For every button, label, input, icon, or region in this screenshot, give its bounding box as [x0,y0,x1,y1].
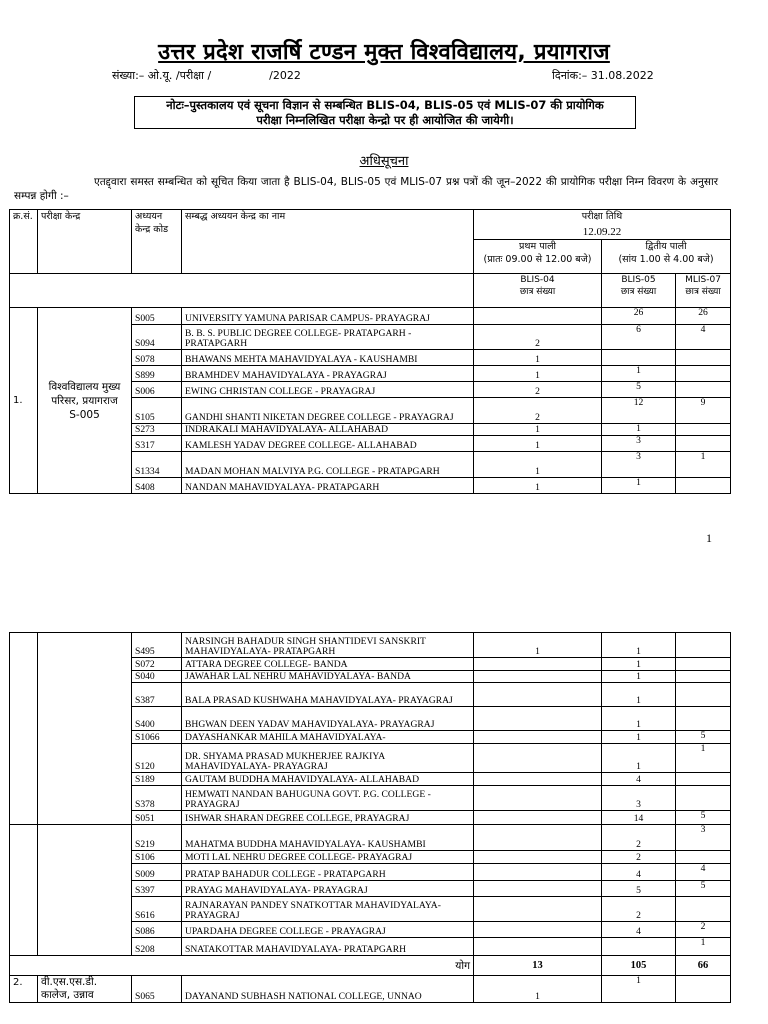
mlis07-count [676,633,731,658]
blis05-count: 2 [602,851,676,864]
blis05-count: 3 [602,436,676,452]
notification-heading: अधिसूचना [359,154,409,169]
mlis07-count: 5 [676,881,731,897]
blis04-count [474,881,602,897]
blis04-count [474,825,602,851]
blis05-count: 1 [602,478,676,494]
intro-paragraph: एतद्द्वारा समस्त सम्बन्धित को सूचित किया जाता है BLIS-04, BLIS-05 एवं MLIS-07 प्रश्न पत्रों की जून–2022 की प्रायोगिक परीक्षा निम्न विवरण के अनुसार सम्पन्न होगी :– [14,176,718,202]
study-center-code: S899 [132,366,182,382]
study-center-code: S006 [132,382,182,398]
exam-table-page-1 [9,209,731,494]
study-center-code: S616 [132,897,182,922]
study-center-name: MAHATMA BUDDHA MAHAVIDYALAYA- KAUSHAMBI [182,825,474,851]
blis05-count: 6 [602,325,676,350]
total-mlis07: 66 [676,956,731,976]
study-center-name: SNATAKOTTAR MAHAVIDYALAYA- PRATAPGARH [182,938,474,956]
study-center-code: S051 [132,811,182,825]
study-center-code: S105 [132,398,182,424]
blis04-count [474,786,602,811]
study-center-name: MOTI LAL NEHRU DEGREE COLLEGE- PRAYAGRAJ [182,851,474,864]
blis04-count [474,671,602,683]
mlis07-count [676,478,731,494]
blis05-count [602,938,676,956]
study-center-code: S317 [132,436,182,452]
exam-table-page-2 [9,632,731,1003]
mlis07-count: 5 [676,811,731,825]
blis04-count [474,773,602,786]
blis05-count: 1 [602,707,676,731]
mlis07-count: 3 [676,825,731,851]
study-center-name: BALA PRASAD KUSHWAHA MAHAVIDYALAYA- PRAYAGRAJ [182,683,474,707]
mlis07-count [676,366,731,382]
blis04-count [474,922,602,938]
mlis07-count: 1 [676,452,731,478]
mlis07-count [676,773,731,786]
study-center-name: HEMWATI NANDAN BAHUGUNA GOVT. P.G. COLLEGE - PRAYAGRAJ [182,786,474,811]
mlis07-count [676,424,731,436]
study-center-name: GANDHI SHANTI NIKETAN DEGREE COLLEGE - PRAYAGRAJ [182,398,474,424]
mlis07-count [676,683,731,707]
blis05-count: 5 [602,382,676,398]
study-center-name: PRATAP BAHADUR COLLEGE - PRATAPGARH [182,864,474,881]
center2-college: DAYANAND SUBHASH NATIONAL COLLEGE, UNNAO [182,976,474,1003]
mlis07-count: 2 [676,922,731,938]
blis05-count: 2 [602,825,676,851]
study-center-code: S009 [132,864,182,881]
next-center-cell [38,825,132,956]
mlis07-count [676,851,731,864]
blis05-count: 1 [602,731,676,744]
blis04-count: 1 [474,350,602,366]
study-center-code: S273 [132,424,182,436]
note-line-1: नोटः–पुस्तकालय एवं सूचना विज्ञान से सम्बन्धित BLIS-04, BLIS-05 एवं MLIS-07 की प्रायोगिक [166,98,604,112]
note-box [134,96,636,129]
blis04-count: 1 [474,478,602,494]
table-row [10,825,731,851]
study-center-name: ATTARA DEGREE COLLEGE- BANDA [182,658,474,671]
blis04-count [474,744,602,773]
study-center-name: BRAMHDEV MAHAVIDYALAYA - PRAYAGRAJ [182,366,474,382]
study-center-name: B. B. S. PUBLIC DEGREE COLLEGE- PRATAPGARH - PRATAPGARH [182,325,474,350]
blis04-count [474,811,602,825]
study-center-name: UPARDAHA DEGREE COLLEGE - PRAYAGRAJ [182,922,474,938]
header-code: अध्ययन केन्द्र कोड [132,210,182,274]
header-blis05: BLIS-05 छात्र संख्या [602,274,676,308]
study-center-name: DR. SHYAMA PRASAD MUKHERJEE RAJKIYA MAHAVIDYALAYA- PRAYAGRAJ [182,744,474,773]
study-center-name: BHAWANS MEHTA MAHAVIDYALAYA - KAUSHAMBI [182,350,474,366]
study-center-name: BHGWAN DEEN YADAV MAHAVIDYALAYA- PRAYAGRAJ [182,707,474,731]
blis04-count: 2 [474,398,602,424]
study-center-code: S072 [132,658,182,671]
blis04-count: 1 [474,436,602,452]
study-center-code: S408 [132,478,182,494]
study-center-code: S1334 [132,452,182,478]
mlis07-count: 9 [676,398,731,424]
center2-row [10,976,731,1003]
header-college-name: सम्बद्ध अध्ययन केन्द्र का नाम [182,210,474,274]
study-center-name: EWING CHRISTAN COLLEGE - PRAYAGRAJ [182,382,474,398]
study-center-code: S086 [132,922,182,938]
study-center-name: ISHWAR SHARAN DEGREE COLLEGE, PRAYAGRAJ [182,811,474,825]
study-center-code: S078 [132,350,182,366]
blis05-count: 1 [602,671,676,683]
blis04-count: 1 [474,424,602,436]
header-mlis07: MLIS-07 छात्र संख्या [676,274,731,308]
study-center-code: S387 [132,683,182,707]
header-center: परीक्षा केन्द्र [38,210,132,274]
study-center-code: S208 [132,938,182,956]
blis04-count: 2 [474,382,602,398]
blis05-count: 3 [602,786,676,811]
reference-number: संख्या:– ओ.यू. /परीक्षा / /2022 [112,69,301,82]
blis04-count [474,851,602,864]
blis05-count: 1 [602,683,676,707]
center2-blis04: 1 [474,976,602,1003]
center1-cell [38,308,132,494]
blis05-count: 5 [602,881,676,897]
study-center-code: S1066 [132,731,182,744]
center2-blis05: 1 [602,976,676,1003]
center1-name: विश्वविद्यालय मुख्य परिसर, प्रयागराज [48,380,121,407]
table-row [10,308,731,325]
header-exam-date: परीक्षा तिथि [474,210,731,226]
study-center-name: PRAYAG MAHAVIDYALAYA- PRAYAGRAJ [182,881,474,897]
blis04-count [474,938,602,956]
mlis07-count [676,786,731,811]
study-center-name: JAWAHAR LAL NEHRU MAHAVIDYALAYA- BANDA [182,671,474,683]
mlis07-count: 5 [676,731,731,744]
study-center-code: S219 [132,825,182,851]
mlis07-count: 26 [676,308,731,325]
mlis07-count: 4 [676,864,731,881]
total-blis04: 13 [474,956,602,976]
study-center-code: S120 [132,744,182,773]
blis05-count: 4 [602,773,676,786]
blis04-count [474,864,602,881]
study-center-name: NANDAN MAHAVIDYALAYA- PRATAPGARH [182,478,474,494]
study-center-code: S495 [132,633,182,658]
study-center-code: S189 [132,773,182,786]
mlis07-count: 1 [676,744,731,773]
study-center-name: GAUTAM BUDDHA MAHAVIDYALAYA- ALLAHABAD [182,773,474,786]
blis05-count: 4 [602,864,676,881]
blis05-count: 12 [602,398,676,424]
university-title: उत्तर प्रदेश राजर्षि टण्डन मुक्त विश्वविद्यालय, प्रयागराज [158,40,610,65]
blis05-count: 26 [602,308,676,325]
blis05-count: 14 [602,811,676,825]
blis04-count [474,897,602,922]
header-blis04: BLIS-04 छात्र संख्या [474,274,602,308]
center1-sno-cont [10,633,38,825]
center1-sno: 1. [10,308,38,494]
total-spacer [10,956,182,976]
blis04-count [474,707,602,731]
total-label: योग [182,956,474,976]
blis05-count: 1 [602,658,676,671]
mlis07-count: 4 [676,325,731,350]
blis04-count: 2 [474,325,602,350]
study-center-code: S040 [132,671,182,683]
blis04-count [474,683,602,707]
blis05-count [602,350,676,366]
blis05-count: 1 [602,744,676,773]
study-center-name: KAMLESH YADAV DEGREE COLLEGE- ALLAHABAD [182,436,474,452]
blis05-count: 1 [602,633,676,658]
notice-date: दिनांक:– 31.08.2022 [552,69,654,82]
blis05-count: 3 [602,452,676,478]
study-center-code: S005 [132,308,182,325]
blis04-count: 1 [474,452,602,478]
header-spacer [10,274,474,308]
total-blis05: 105 [602,956,676,976]
blis05-count: 1 [602,424,676,436]
mlis07-count [676,382,731,398]
blis05-count: 2 [602,897,676,922]
header-sno: क्र.सं. [10,210,38,274]
mlis07-count [676,658,731,671]
study-center-code: S397 [132,881,182,897]
center2-sno: 2. [10,976,38,1003]
mlis07-count [676,707,731,731]
study-center-name: RAJNARAYAN PANDEY SNATKOTTAR MAHAVIDYALAYA- PRAYAGRAJ [182,897,474,922]
center2-mlis07 [676,976,731,1003]
blis04-count [474,658,602,671]
study-center-code: S094 [132,325,182,350]
mlis07-count [676,897,731,922]
header-first-shift: प्रथम पाली (प्रातः 09.00 से 12.00 बजे) [474,240,602,274]
blis04-count: 1 [474,366,602,382]
center1-cell-cont [38,633,132,825]
header-second-shift: द्वितीय पाली (सांय 1.00 से 4.00 बजे) [602,240,731,274]
study-center-code: S106 [132,851,182,864]
table-row [10,633,731,658]
blis04-count [474,731,602,744]
mlis07-count [676,436,731,452]
study-center-name: DAYASHANKAR MAHILA MAHAVIDYALAYA- [182,731,474,744]
blis04-count: 1 [474,633,602,658]
blis05-count: 4 [602,922,676,938]
study-center-name: MADAN MOHAN MALVIYA P.G. COLLEGE - PRATAPGARH [182,452,474,478]
mlis07-count: 1 [676,938,731,956]
study-center-code: S378 [132,786,182,811]
study-center-name: INDRAKALI MAHAVIDYALAYA- ALLAHABAD [182,424,474,436]
note-line-2: परीक्षा निम्नलिखित परीक्षा केन्द्रो पर ही आयोजित की जायेगी। [256,113,514,127]
header-date-value: 12.09.22 [474,226,731,240]
next-sno-cell [10,825,38,956]
study-center-code: S400 [132,707,182,731]
study-center-name: UNIVERSITY YAMUNA PARISAR CAMPUS- PRAYAGRAJ [182,308,474,325]
page-number: 1 [706,531,712,545]
blis05-count: 1 [602,366,676,382]
mlis07-count [676,671,731,683]
study-center-name: NARSINGH BAHADUR SINGH SHANTIDEVI SANSKRIT MAHAVIDYALAYA- PRATAPGARH [182,633,474,658]
center2-name: वी.एस.एस.डी. कालेज, उन्नाव [38,976,132,1003]
center2-code: S065 [132,976,182,1003]
blis04-count [474,308,602,325]
center1-code: S-005 [69,408,100,421]
mlis07-count [676,350,731,366]
